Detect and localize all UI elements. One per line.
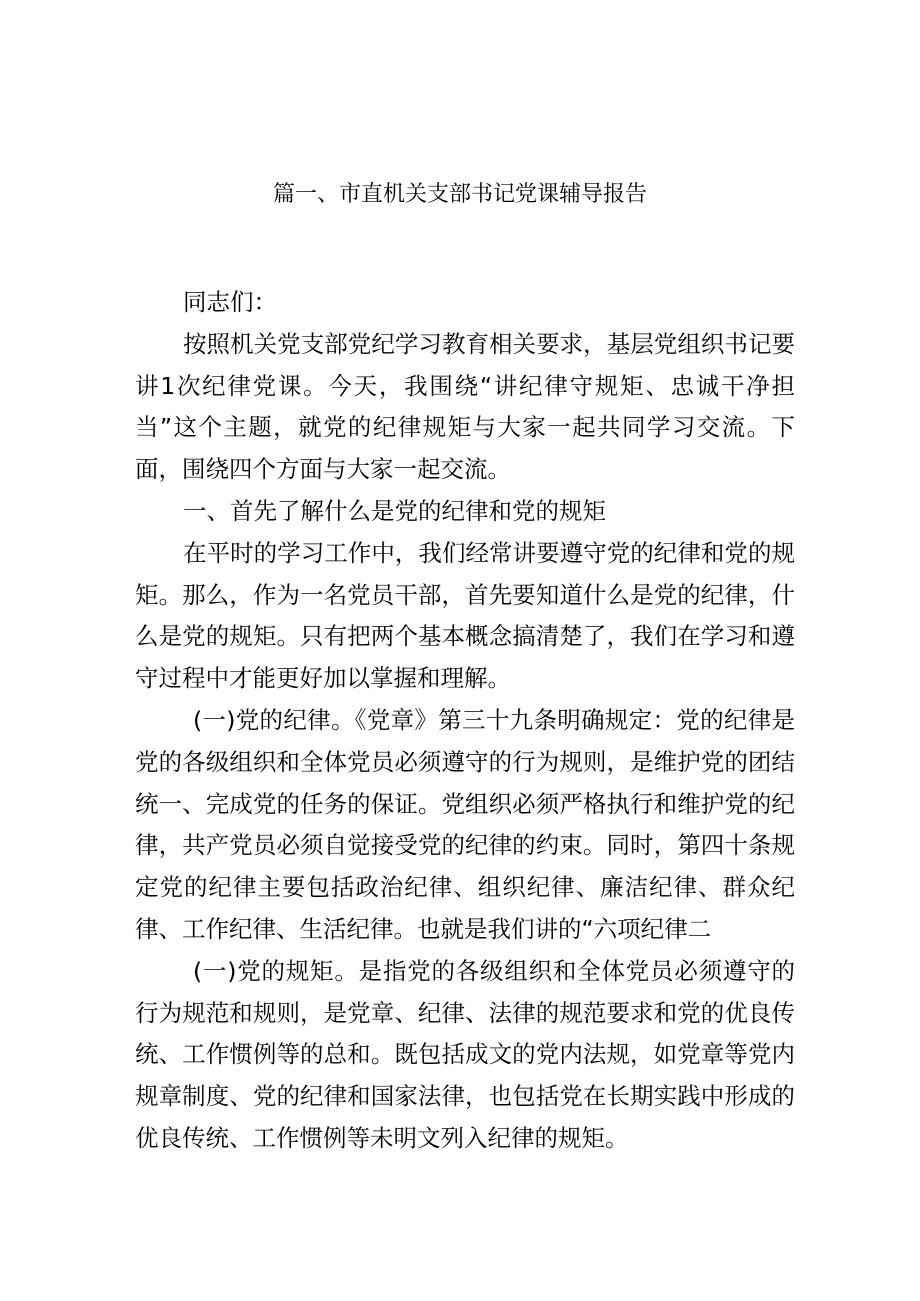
intro-paragraph: 按照机关党支部党纪学习教育相关要求，基层党组织书记要讲1次纪律党课。今天，我围绕“讲纪律守规矩、忠诚干净担当”这个主题，就党的纪律规矩与大家一起共同学习交流。下面，围绕四个方面与大家一起交流。 bbox=[135, 329, 795, 484]
document-title: 篇一、市直机关支部书记党课辅导报告 bbox=[272, 182, 647, 207]
section-1-paragraph: 在平时的学习工作中，我们经常讲要遵守党的纪律和党的规矩。那么，作为一名党员干部，首先要知道什么是党的纪律，什么是党的规矩。只有把两个基本概念搞清楚了，我们在学习和遵守过程中才能更好加以掌握和理解。 bbox=[135, 538, 795, 693]
subsection-party-discipline: (一)党的纪律。《党章》第三十九条明确规定：党的纪律是党的各级组织和全体党员必须遵守的行为规则，是维护党的团结统一、完成党的任务的保证。党组织必须严格执行和维护党的纪律，共产党员必须自觉接受党的纪律的约束。同时，第四十条规定党的纪律主要包括政治纪律、组织纪律、廉洁纪律、群众纪律、工作纪律、生活纪律。也就是我们讲的“六项纪律二 bbox=[135, 705, 795, 943]
document-body bbox=[135, 282, 795, 1160]
section-heading-1: 一、首先了解什么是党的纪律和党的规矩 bbox=[183, 496, 606, 525]
salutation: 同志们： bbox=[183, 288, 277, 316]
subsection-party-rules: (一)党的规矩。是指党的各级组织和全体党员必须遵守的行为规范和规则，是党章、纪律、法律的规范要求和党的优良传统、工作惯例等的总和。既包括成文的党内法规，如党章等党内规章制度、党的纪律和国家法律，也包括党在长期实践中形成的优良传统、工作惯例等未明文列入纪律的规矩。 bbox=[135, 956, 795, 1152]
